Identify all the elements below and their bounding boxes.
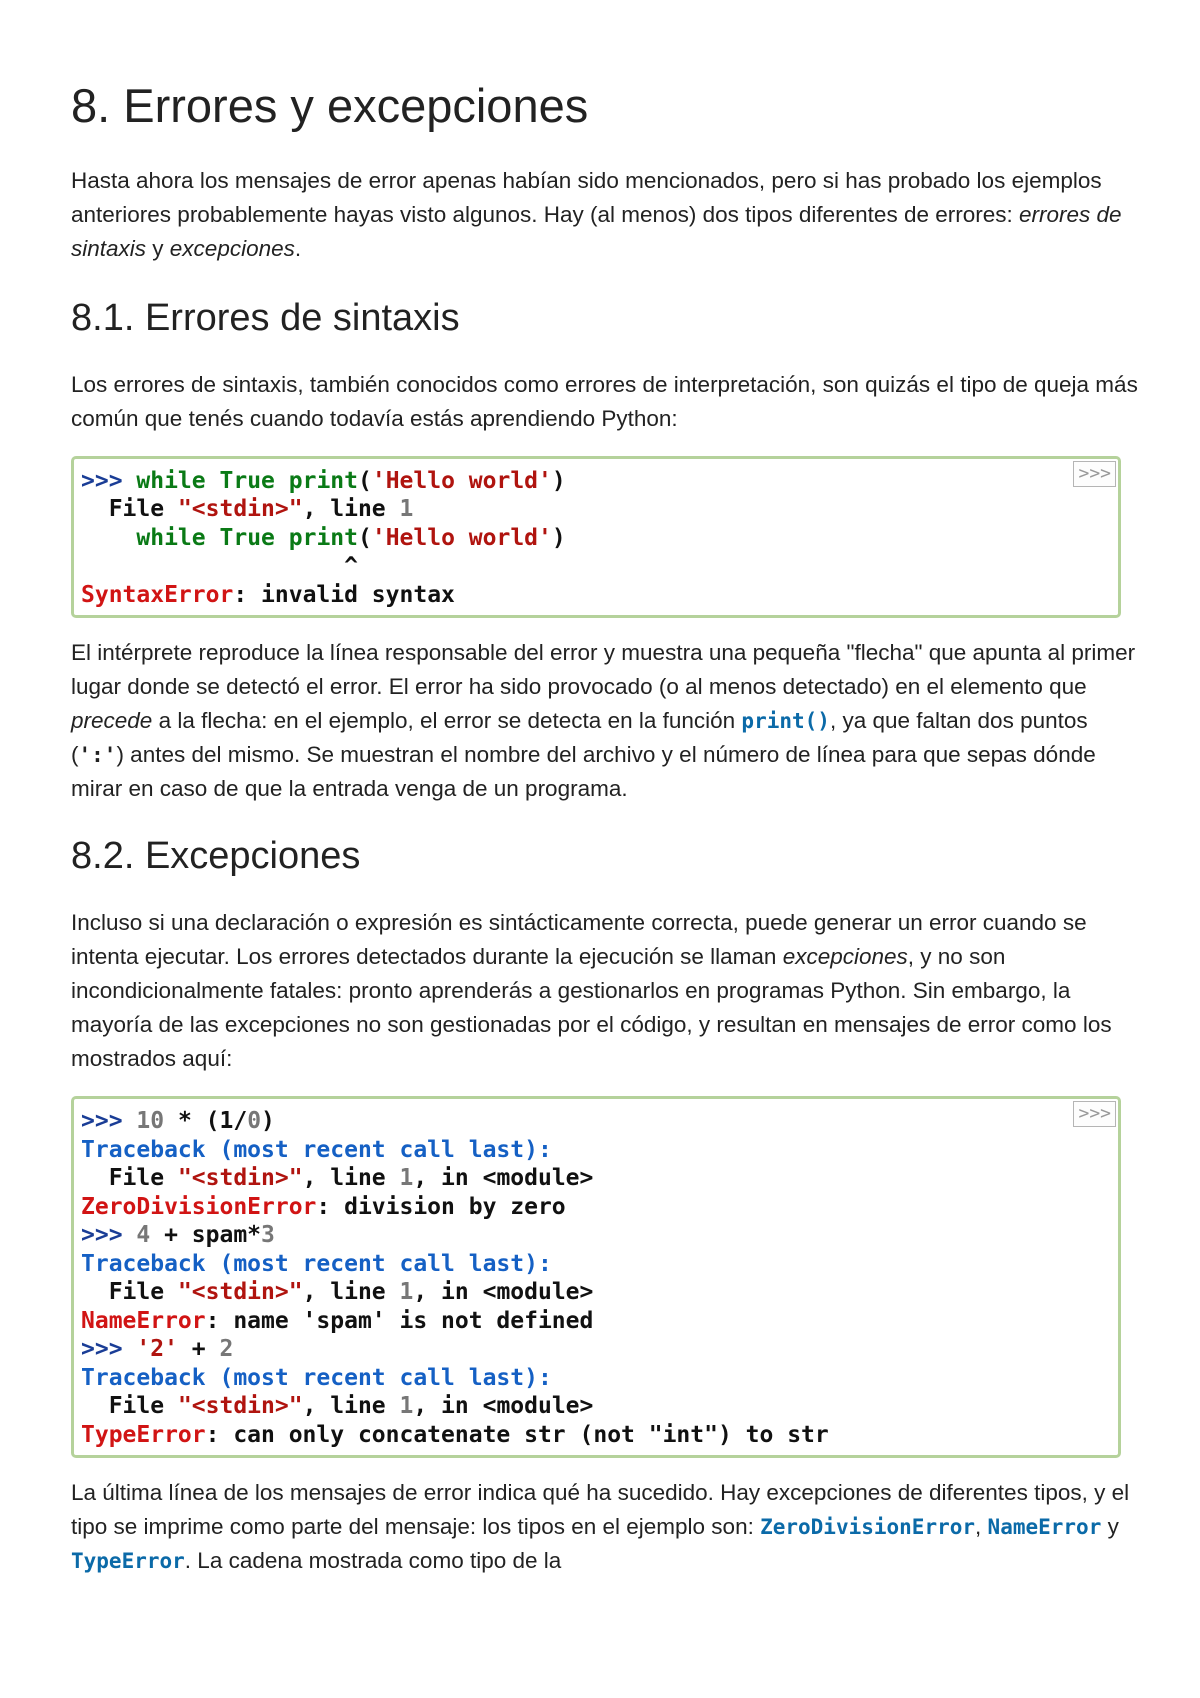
builtin: print: [288, 467, 358, 494]
paragraph-text: La última línea de los mensajes de error indica qué ha sucedido. Hay excepciones de diferentes tipos, y el tipo se imprime como parte del mensaje: los tipos en el ejemplo son:: [71, 1480, 1130, 1540]
string: "<stdin>": [177, 496, 303, 523]
number: 4: [136, 1222, 151, 1249]
page-title: 8. Errores y excepciones: [71, 79, 589, 132]
punct: (: [358, 524, 372, 551]
code-text: , line: [302, 1279, 400, 1306]
code-line: [81, 1278, 1110, 1307]
syntax-explanation-paragraph: [71, 636, 1141, 806]
code-block-exceptions: [71, 1096, 1121, 1458]
code-line: [81, 1164, 1110, 1193]
code-text: File: [81, 1393, 178, 1420]
exception-name: ZeroDivisionError: [81, 1193, 317, 1220]
exception-name: SyntaxError: [81, 581, 234, 608]
code-block-syntax-error: [71, 456, 1121, 619]
intro-text: .: [294, 236, 302, 262]
code-line-traceback: Traceback (most recent call last):: [81, 1364, 552, 1391]
paragraph-text: El intérprete reproduce la línea responsable del error y muestra una pequeña "flecha" que apunta al primer lugar donde se detectó el error. El error ha sido provocado (o al menos detectado) en el elemento que: [71, 640, 1136, 700]
paragraph-text: , y no son incondicionalmente fatales: pronto aprenderás a gestionarlos en programas Python. Sin embargo, la mayoría de las excepciones no son gestionadas por el código, y resultan en mensajes de error como los mostrados aquí:: [71, 944, 1112, 1072]
number: 1: [399, 496, 414, 523]
exceptions-paragraph: [71, 906, 1141, 1076]
punct: ): [261, 1108, 275, 1135]
intro-emphasis-exceptions: excepciones: [169, 236, 295, 262]
code-line: [81, 1307, 1110, 1336]
syntax-errors-paragraph: Los errores de sintaxis, también conocidos como errores de interpretación, son quizás el tipo de queja más común que tenés cuando todavía estás aprendiendo Python:: [71, 371, 1138, 431]
code-line: [81, 1107, 1110, 1136]
code-line-caret: ^: [81, 553, 358, 580]
keyword: while: [136, 524, 206, 551]
code-line-traceback: Traceback (most recent call last):: [81, 1136, 552, 1163]
keyword: True: [219, 467, 275, 494]
space: [206, 525, 220, 551]
section-heading-exceptions: 8.2. Excepciones: [71, 835, 361, 878]
inline-code-colon: ':': [78, 743, 117, 768]
code-text: : name 'spam' is not defined: [205, 1307, 594, 1334]
number: 10: [136, 1108, 165, 1135]
paragraph-text: ,: [975, 1514, 988, 1540]
prompt: >>>: [81, 1108, 137, 1135]
punct: (: [358, 467, 372, 494]
nameerror-link[interactable]: NameError: [987, 1515, 1102, 1540]
intro-text: y: [146, 236, 170, 262]
code-text: : invalid syntax: [233, 581, 455, 608]
code-text: , line: [302, 496, 400, 523]
prompt: >>>: [81, 1222, 137, 1249]
copy-prompt-toggle-button[interactable]: >>>: [1073, 461, 1116, 487]
zerodivisionerror-link[interactable]: ZeroDivisionError: [760, 1515, 976, 1540]
number: 1: [399, 1279, 414, 1306]
code-text: , in <module>: [413, 1393, 594, 1420]
intro-paragraph: [71, 164, 1141, 266]
string: "<stdin>": [177, 1393, 303, 1420]
code-text: File: [81, 1279, 178, 1306]
code-text: : can only concatenate str (not "int") to str: [205, 1421, 829, 1448]
code-text: +: [177, 1336, 220, 1363]
code-line: [81, 467, 1110, 496]
code-text: File: [81, 496, 178, 523]
prompt: >>>: [81, 1336, 137, 1363]
code-line: [81, 1221, 1110, 1250]
document-page: [71, 78, 1141, 1578]
number: 1: [399, 1165, 414, 1192]
number: 1: [399, 1393, 414, 1420]
paragraph-text: a la flecha: en el ejemplo, el error se detecta en la función: [152, 708, 742, 734]
code-text: + spam*: [150, 1222, 262, 1249]
exception-name: NameError: [81, 1307, 206, 1334]
string: "<stdin>": [177, 1279, 303, 1306]
punct: ): [551, 467, 566, 494]
emphasis-precede: precede: [71, 708, 153, 734]
string: "<stdin>": [177, 1165, 303, 1192]
code-text: , line: [302, 1393, 400, 1420]
number: 3: [261, 1222, 275, 1249]
paragraph-text: . La cadena mostrada como tipo de la: [184, 1548, 562, 1574]
space: [206, 468, 220, 494]
code-line: [81, 1335, 1110, 1364]
string: 'Hello world': [371, 467, 552, 494]
code-line: [81, 1421, 1110, 1450]
number: 0: [247, 1108, 262, 1135]
prompt: >>>: [81, 467, 137, 494]
code-text: , in <module>: [413, 1165, 594, 1192]
emphasis-exceptions: excepciones: [782, 944, 908, 970]
intro-text: Hasta ahora los mensajes de error apenas habían sido mencionados, pero si has probado los ejemplos anteriores probablemente hayas visto algunos. Hay (al menos) dos tipos diferentes de errores:: [71, 168, 1102, 228]
number: 2: [219, 1336, 234, 1363]
paragraph-text: Incluso si una declaración o expresión es sintácticamente correcta, puede generar un error cuando se intenta ejecutar. Los errores detectados durante la ejecución se llaman: [71, 910, 1087, 970]
paragraph-text: ) antes del mismo. Se muestran el nombre del archivo y el número de línea para que sepas dónde mirar en caso de que la entrada venga de un programa.: [71, 742, 1096, 802]
keyword: while: [136, 467, 206, 494]
code-line: [81, 581, 1110, 610]
code-text: : division by zero: [316, 1193, 566, 1220]
space: [275, 468, 289, 494]
exception-types-paragraph: [71, 1476, 1141, 1578]
keyword: True: [219, 524, 275, 551]
code-line: [81, 1392, 1110, 1421]
copy-prompt-toggle-button[interactable]: >>>: [1073, 1101, 1116, 1127]
builtin: print: [288, 524, 358, 551]
section-heading-syntax-errors: 8.1. Errores de sintaxis: [71, 297, 460, 340]
intro-emphasis-syntax-errors: errores de sintaxis: [71, 202, 1122, 262]
exception-name: TypeError: [81, 1421, 206, 1448]
code-text: File: [81, 1165, 178, 1192]
print-function-link[interactable]: print(): [741, 709, 830, 734]
code-text: , line: [302, 1165, 400, 1192]
paragraph-text: y: [1101, 1514, 1119, 1540]
code-text: * (1/: [164, 1108, 248, 1135]
code-line: [81, 495, 1110, 524]
paragraph-text: , ya que faltan dos puntos (: [71, 708, 1088, 768]
code-line: [81, 524, 1110, 553]
space: [275, 525, 289, 551]
code-line-traceback: Traceback (most recent call last):: [81, 1250, 552, 1277]
string: 'Hello world': [371, 524, 552, 551]
typeerror-link[interactable]: TypeError: [71, 1549, 185, 1574]
indent: [81, 525, 136, 551]
code-text: , in <module>: [413, 1279, 594, 1306]
string: '2': [136, 1336, 178, 1363]
punct: ): [551, 524, 566, 551]
code-line: [81, 1193, 1110, 1222]
